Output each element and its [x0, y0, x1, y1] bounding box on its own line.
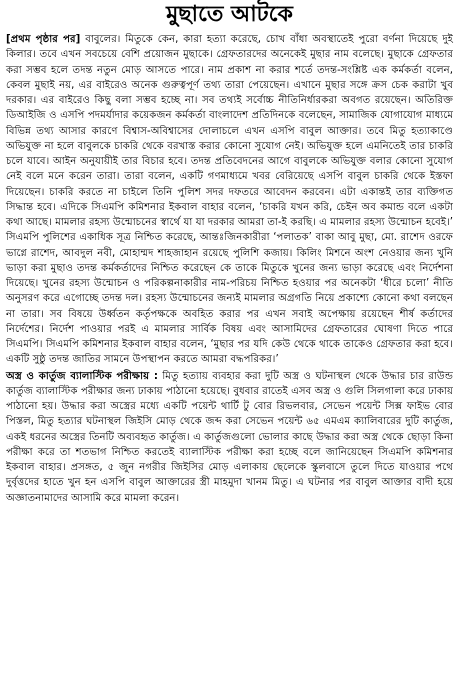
paragraph-1-text: বাবুলের। মিতুকে কেন, কারা হত্যা করেছে, চোখ বাঁধা অবস্থাতেই পুরো বর্ণনা দিয়েছে দুই কিলার। তবে এখন সবচেয়ে বেশি প্রয়োজন মুছাকে। গ্রেফতারদের অনেকেই মুছার নাম বলেছে। মুছাকে গ্রেফতার করা সম্ভব হলে তদন্ত নতুন মোড় আসতে পারে। নাম প্রকাশ না করার শর্তে তদন্ত-সংশ্লিষ্ট এক কর্মকর্তা বলেন, কেবল মুছাই নয়, এর বাইরেও অনেক গুরুত্বপূর্ণ তথ্য তারা পেয়েছেন। এখানে মুছার সঙ্গে ক্রস চেক করাটা খুব দরকার। এর বাইরেও কিছু বলা সম্ভব হচ্ছে না। সব তথ্যই সর্বোচ্চ নীতিনির্ধারকরা অবগত রয়েছেন। অতিরিক্ত ডিআইজি ও এসপি পদমর্যাদার কয়েকজন কর্মকর্তা বাংলাদেশ প্রতিদিনকে বলেছেন, সামাজিক যোগাযোগ মাধ্যমে বিভিন্ন তথ্য আসার কারণে বিশ্বাস-অবিশ্বাসের দোলাচলে এখন এসপি বাবুল আক্তার। তবে মিতু হত্যাকাণ্ডে অভিযুক্ত না হলে বাবুলকে চাকরি থেকে বরখাস্ত করার কোনো সুযোগ নেই। অভিযুক্ত হলে এমনিতেই তার চাকরি চলে যাবে। আইন অনুযায়ীই তার বিচার হবে। তদন্ত প্রতিবেদনের আগে বাবুলকে অভিযুক্ত বলার কোনো সুযোগ নেই বলে মনে করেন তারা। তারা বলেন, একটি গণমাধ্যমে খবর বেরিয়েছে এসপি বাবুল চাকরি থেকে ইস্তফা দিয়েছেন। চাকরি করতে না চাইলে তিনি পুলিশ সদর দফতরে আবেদন করবেন। এটা একান্তই তার ব্যক্তিগত সিদ্ধান্ত হবে। এদিকে সিএমপি কমিশনার ইকবাল বাহার বলেন, ‘চাকরি যখন করি, চেইন অব কমান্ড বলে একটা কথা আছে। মামলার রহস্য উন্মোচনের স্বার্থে যা যা দরকার আমরা তা-ই করছি। এ মামলার রহস্য উন্মোচন হবেই।’ সিএমপি পুলিশের একাধিক সূত্র নিশ্চিত করেছে, আন্তঃজিনকারীরা ‘পলাতক’ বাকা আবু মুছা, মো. রাশেদ ওরফে ভাগ্নে রাশেদ, আবদুল নবী, মোহাম্মদ শাহজাহান রয়েছে পুলিশি কজায়। কিলিং মিশনে অংশ নেওয়ার জন্য খুনি ভাড়া করা মুছাও তদন্ত কর্মকর্তাদের নিশ্চিত করেছেন কে তাকে মিতুকে খুনের জন্য ভাড়া করেছে এবং নির্দেশনা দিয়েছে। খুনের রহস্য উন্মোচন ও পরিকল্পনাকারীর নাম-পরিচয় নিশ্চিত হওয়ার পর অনেকটা ‘ধীরে চলো’ নীতি অনুসরণ করে এগোচ্ছে তদন্ত দল। রহস্য উন্মোচনের জন্যই মামলার অগ্রগতি নিয়ে প্রকাশ্যে কোনো কথা বলছেন না তারা। সব বিষয়ে উর্ধ্বতন কর্তৃপক্ষকে অবহিত করার পর এখন সবাই অপেক্ষায় রয়েছেন শীর্ষ কর্তাদের নির্দেশের। নির্দেশ পাওয়ার পরই এ মামলার সার্বিক বিষয় এবং আসামিদের গ্রেফতারের ঘোষণা দিতে পারে সিএমপি। সিএমপি কমিশনার ইকবাল বাহার বলেন, ‘মুছার পর যদি কেউ থেকে থাকে তাকেও গ্রেফতার করা হবে। একটি সুষ্ঠু তদন্ত জাতির সামনে উপস্থাপন করতে আমরা বদ্ধপরিকর।’ — [6, 34, 453, 366]
paragraph-2-text: মিতু হত্যায় ব্যবহার করা দুটি অস্ত্র ও ঘটনাস্থল থেকে উদ্ধার চার রাউন্ড কার্তুজ ব্যালাস্টিক পরীক্ষার জন্য ঢাকায় পাঠানো হয়েছে। বুধবার রাতেই এসব অস্ত্র ও গুলি সিলগালা করে ঢাকায় পাঠানো হয়। উদ্ধার করা অস্ত্রের মধ্যে একটি পয়েন্ট থার্টি টু বোর রিভলবার, সেভেন পয়েন্ট সিক্স ফাইভ বোর পিস্তল, মিতু হত্যার ঘটনাস্থল জিইসি মোড় থেকে জব্দ করা সেভেন পয়েন্ট ৬৫ এমএম ক্যালিবারের দুটি কার্তুজ, একই ধরনের অস্ত্রের তিনটি অব্যবহৃত কার্তুজ। এ কার্তুজগুলো ভোলার কাছে উদ্ধার করা অস্ত্র থেকে ছোড়া কিনা পরীক্ষা করে তা শতভাগ নিশ্চিত করতেই ব্যালাস্টিক পরীক্ষা করা হচ্ছে বলে জানিয়েছেন সিএমপি কমিশনার ইকবাল বাহার। প্রসঙ্গত, ৫ জুন নগরীর জিইসির মোড় এলাকায় ছেলেকে স্কুলবাসে তুলে দিতে যাওয়ার পথে দুর্বৃত্তদের হাতে খুন হন এসপি বাবুল আক্তারের স্ত্রী মাহমুদা খানম মিতু। এ ঘটনার পর বাবুল আক্তার বাদী হয়ে অজ্ঞাতনামাদের আসামি করে মামলা করেন। — [6, 370, 453, 504]
article-paragraph-1 — [6, 32, 453, 368]
article-paragraph-2 — [6, 369, 453, 506]
continuation-kicker: [প্রথম পৃষ্ঠার পর] — [6, 34, 81, 45]
subheading-ballistics: অস্ত্র ও কার্তুজ ব্যালাস্টিক পরীক্ষায় : — [6, 370, 158, 382]
headline: মুছাতে আটকে — [166, 2, 293, 27]
